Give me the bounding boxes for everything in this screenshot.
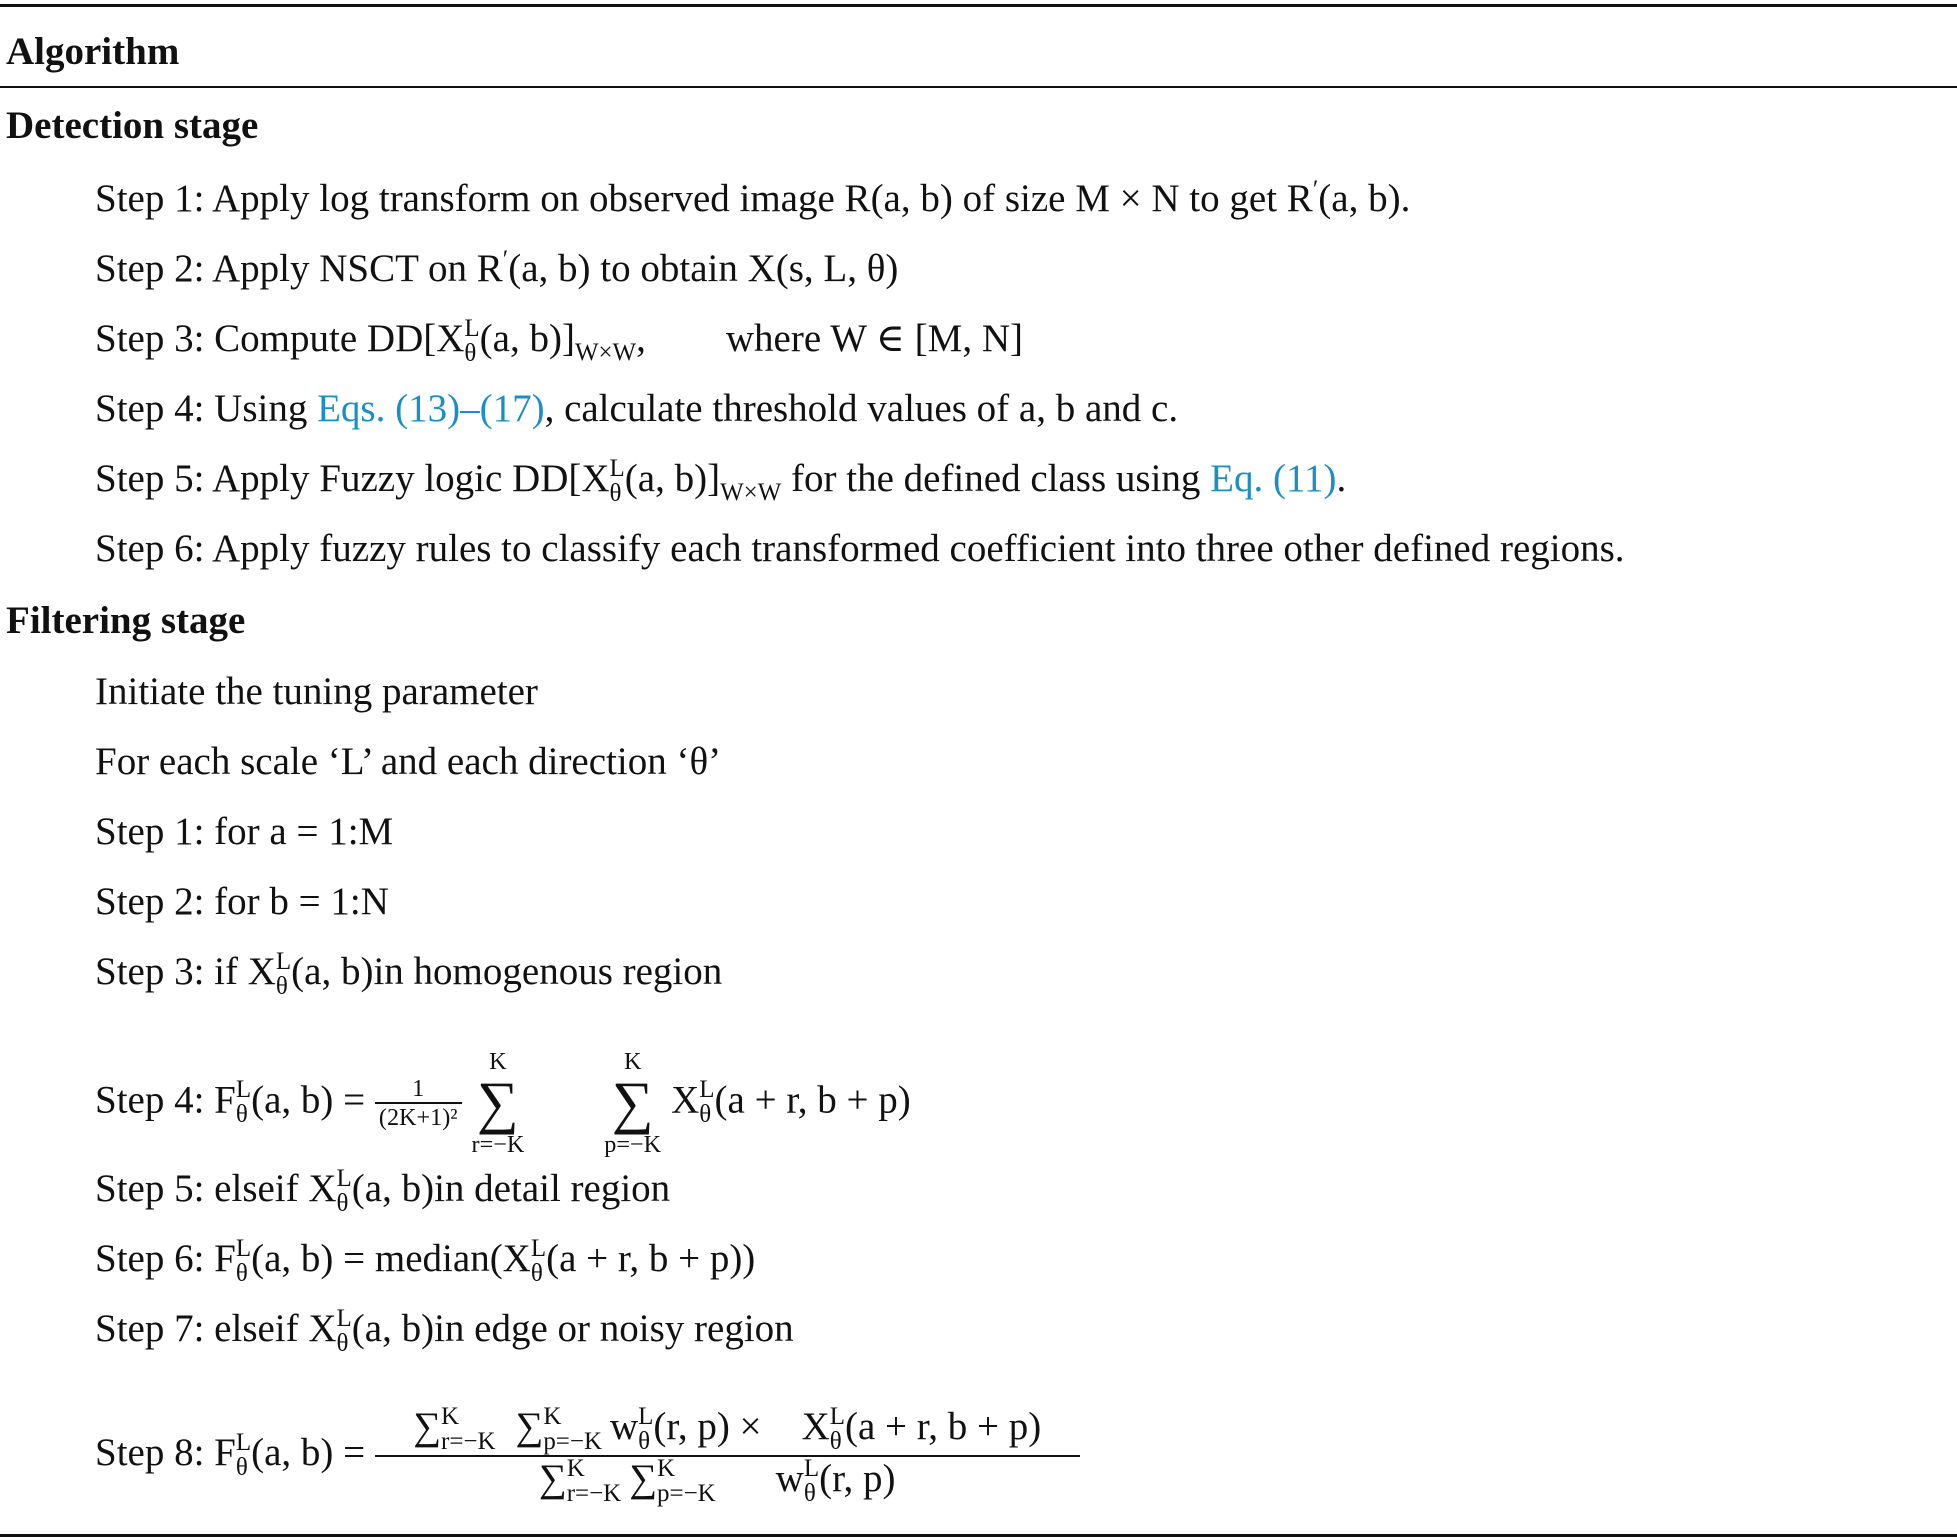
normalization-fraction: $\frac{1}{\text{(2K+1)²}}$ xyxy=(375,1075,462,1133)
table-header: Algorithm xyxy=(6,30,180,73)
filtering-foreach: For each scale ‘L’ and each direction ‘θ’ xyxy=(95,740,722,783)
sum-over-p: K ∑ p=−K xyxy=(604,1048,662,1158)
filtering-step-7: Step 7: elseif X L θ (a, b)in edge or noisy region xyxy=(95,1305,794,1358)
filtering-step-1: Step 1: for a = 1:M xyxy=(95,810,394,853)
detection-step-4: Step 4: Using Eqs. (13)–(17), calculate threshold values of a, b and c. xyxy=(95,387,1179,430)
filtering-step-4: Step 4: F L θ (a, b) = $\frac{1}{\text{(2K+1)²}}$ K ∑ r=−K K ∑ p=−K X L θ (a + r, b + p) xyxy=(95,1048,911,1158)
detection-stage-title: Detection stage xyxy=(6,104,259,147)
detection-step-5: Step 5: Apply Fuzzy logic DD[X L θ (a, $b)]_{W\times W}$ for the defined class using Eq. (11). xyxy=(95,455,1347,508)
filtering-step-8: Step 8: F L θ (a, b) = ∑ K r=−K ∑ K p=−K w L θ (r, p) × X L θ (a + r, b + p) ∑ K r=−K ∑ K p=−K w L θ (r, p) xyxy=(95,1405,1080,1507)
detection-step-3: Step 3: Compute DD[X L θ (a, $b)]_{W\times W}$, where W ∈ [M, N] xyxy=(95,315,1023,368)
filtering-init: Initiate the tuning parameter xyxy=(95,670,538,713)
filtering-stage-title: Filtering stage xyxy=(6,599,246,642)
sum-over-r: K ∑ r=−K xyxy=(471,1048,525,1158)
detection-step-2: Step 2: Apply NSCT on R′(a, b) to obtain X(s, L, θ) xyxy=(95,246,899,290)
header-rule xyxy=(0,86,1957,88)
equations-13-17-link[interactable]: Eqs. (13)–(17) xyxy=(317,387,545,430)
equation-11-link[interactable]: Eq. (11) xyxy=(1210,457,1337,500)
filtering-step-2: Step 2: for b = 1:N xyxy=(95,880,389,923)
weighted-average-fraction: ∑ K r=−K ∑ K p=−K w L θ (r, p) × X L θ (a + r, b + p) ∑ K r=−K ∑ K p=−K w L θ (r, p) xyxy=(375,1405,1080,1507)
filtering-step-6: Step 6: F L θ (a, b) = median(X L θ (a + r, b + p)) xyxy=(95,1235,756,1288)
table-bottom-rule xyxy=(0,1534,1957,1537)
filtering-step-3: Step 3: if X L θ (a, b)in homogenous region xyxy=(95,948,723,1001)
detection-step-1: Step 1: Apply log transform on observed image R(a, b) of size M × N to get R′(a, b). xyxy=(95,176,1411,220)
table-top-rule xyxy=(0,4,1957,7)
filtering-step-5: Step 5: elseif X L θ (a, b)in detail region xyxy=(95,1165,671,1218)
detection-step-6: Step 6: Apply fuzzy rules to classify each transformed coefficient into three other defined regions. xyxy=(95,527,1625,570)
